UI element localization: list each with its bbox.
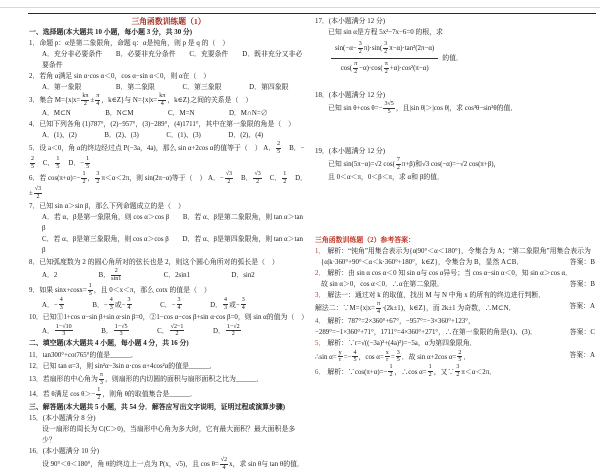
line-text: 解析：由 sin α cos α＜0 知 sin α与 cos α异号；当 cos α−sin α＜0，知 sin α＞cos α． xyxy=(327,270,572,278)
question-17-lines xyxy=(315,16,597,38)
answer-label: 答案：B xyxy=(569,281,595,289)
text-line xyxy=(29,361,308,372)
line-text: A．− $\frac{4}{3}$ B．− $\frac{4}{3}$ 或− $\frac{3}{4}$ C．− $\frac{3}{4}$ D． $\frac{4}{3}$ 或− $\frac{3}{4}$ xyxy=(42,297,245,312)
text-line xyxy=(29,108,308,119)
line-text: 13．若扇形的中心角为 $\frac{\pi}{3}$ ，则扇形的内切圆的面积与扇形面积之比为______． xyxy=(29,371,264,386)
q17-fraction-numerator: sin(−α− $\frac{3}{2}$ π)·sin( $\frac{3}{2}$ π−α)·tan²(2π−α) xyxy=(331,41,438,59)
text-line xyxy=(29,324,308,339)
text-line xyxy=(315,157,597,172)
text-line xyxy=(29,130,308,141)
line-text: 15．(本小题满分 8 分) xyxy=(29,414,96,422)
line-text: 故 sin α＞0，cos α＜0．∴α在第二象限． xyxy=(321,281,444,289)
text-line xyxy=(315,101,597,116)
text-line xyxy=(29,402,308,413)
left-column-lines xyxy=(29,27,308,472)
two-column-layout xyxy=(29,16,597,472)
text-line xyxy=(29,283,308,298)
line-text: 已知 sin(5π−α)=√2 cos( $\frac{7}{2}$ π+β)和√3 cos(−α)=−√2 cos(π+β)， xyxy=(328,157,501,172)
text-line xyxy=(29,141,308,171)
text-line xyxy=(315,172,597,183)
line-text: A．第一象限 B．第二象限 C．第三象限 D．第四象限 xyxy=(42,84,289,92)
text-line xyxy=(29,350,308,361)
line-text: 3．集合 M={x|x= $\frac{k\pi}{2}$ ± $\frac{\pi}{4}$ ，k∈Z}与 N={x|x= $\frac{k\pi}{4}$ ，k∈Z}之间的关系是（ ） xyxy=(29,93,253,108)
line-text: ∴sin α= $\frac{y}{r}$ =− $\frac{4}{5}$ ，cos α= $\frac{x}{r}$ = $\frac{3}{5}$ ．故 sin α+2cos α= $\frac{2}{5}$ ． xyxy=(315,349,471,364)
answer-label: 答案：B xyxy=(569,259,595,267)
text-line xyxy=(29,93,308,108)
text-line xyxy=(315,327,597,338)
answer-number: 3． xyxy=(315,292,326,300)
answer-label: 答案：A xyxy=(569,351,595,359)
text-line xyxy=(315,301,597,316)
line-text: 二、填空题(本大题共 4 小题，每小题 4 分，共 16 分) xyxy=(29,340,189,348)
line-text: 5．设 a＜0，角 α的终边经过点 P(−3a，4a)，那么 sin α+2cos α的值等于（ ） A． $\frac{2}{5}$ B．− $\frac{2}{5}$ C． $\frac{1}{5}$ D．− $\frac{1}{5}$ xyxy=(29,141,305,171)
line-text: 6．若 cos(π+α)=− $\frac{1}{2}$ ， $\frac{3}{2}$ π＜α＜2π，则 sin(2π−α)等于（ ） A．− $\frac{√3}{2}$ B． $\frac{√3}{2}$ C． $\frac{1}{2}$ D．± $\frac{√3}{2}$ xyxy=(29,171,308,201)
line-text: 解析：∵cos(π+α)=− $\frac{1}{2}$ ，∴cos α= $\frac{1}{2}$ ，又∵ $\frac{3}{2}$ π＜α＜2π． xyxy=(327,364,497,379)
line-text: 解析：“钝角”用集合表示为{α|90°＜α＜180°}，令集合为 A；“第二象限角”用集合表示为 xyxy=(327,248,591,256)
line-text: A． $\frac{1-√10}{3}$ B． $\frac{1-√5}{3}$ C． $\frac{√2-1}{2}$ D． $\frac{1-√2}{2}$ xyxy=(42,323,240,338)
text-line xyxy=(29,446,308,457)
line-text: 已知 sin θ+cos θ=− $\frac{3√5}{5}$ ，且|sin θ|＞|cos θ|，求 cos³θ−sin³θ的值． xyxy=(328,101,518,116)
text-line xyxy=(29,457,308,472)
text-line xyxy=(29,257,308,268)
q17-fraction-denominator: cos( $\frac{\pi}{2}$ −α)·cos( $\frac{\pi}{2}$ +α)·cos²(π−α) xyxy=(340,61,429,76)
line-text: 设 90°＜θ＜180°，角 θ的终边上一点为 P(x，√5)，且 cos θ= $\frac{√2}{4}$ x，求 sin θ与 tan θ的值． xyxy=(42,456,304,471)
q17-fraction xyxy=(331,41,438,76)
line-text: 11．tan300°+cot765°的值是______． xyxy=(29,351,138,359)
answer-label: 答案：C xyxy=(569,329,595,337)
text-line xyxy=(315,279,597,290)
answer-number: 5． xyxy=(315,340,326,348)
line-text: 三角函数训练题（2）参考答案： xyxy=(315,237,415,245)
answers-section-title xyxy=(315,235,597,246)
line-text: −289°=−1×360°+71°，1711°=4×360°+271°，∴在第一象限的角是(1)、(3)． xyxy=(315,329,537,337)
text-line xyxy=(29,119,308,130)
text-line xyxy=(29,38,308,49)
line-text: A．充分非必要条件 B．必要非充分条件 C．充要条件 D．既非充分又非必要条件 xyxy=(42,51,303,70)
worksheet-title: 三角函数训练题（1） xyxy=(131,17,206,26)
line-text: 8．已知弧度数为 2 的圆心角所对的弦长也是 2，则这个圆心角所对的弧长是（ ） xyxy=(29,258,279,266)
text-line xyxy=(29,312,308,323)
text-line xyxy=(315,350,597,365)
line-text: 三、解答题(本大题共 5 小题，共 54 分．解答应写出文字说明，证明过程或演算步骤) xyxy=(29,403,286,411)
scan-top-edge xyxy=(0,7,600,8)
line-text: 12．已知 tan α=3，则 sin²α−3sin α·cos α+4cos²α的值是______． xyxy=(29,362,217,370)
line-text: 16．(本小题满分 10 分) xyxy=(29,447,100,455)
text-line xyxy=(29,424,308,446)
line-text: C．若 α、β是第三象限角，则 cos α＞cos β D．若 α、β是第四象限角，则 tan α＞tan β xyxy=(42,236,303,255)
text-line xyxy=(29,201,308,212)
line-text: 7．已知 sin α＞sin β，那么下列命题成立的是（ ） xyxy=(29,203,185,211)
line-text: 9．如果 sinx+cosx= $\frac{1}{5}$ ，且 0＜x＜π，那么 cotx 的值是（ ） xyxy=(29,282,211,297)
text-line xyxy=(29,212,308,234)
text-line xyxy=(29,171,308,201)
line-text: 19．(本小题满分 12 分) xyxy=(315,148,386,156)
answer-number: 2． xyxy=(315,270,326,278)
line-text: A．若 α、β是第一象限角，则 cos α＞cos β B．若 α、β是第二象限角，则 tan α＞tan β xyxy=(42,214,303,233)
line-text: 解析：∵r=√((−3a)²+(4a)²)=−5a，α为第四象限角． xyxy=(327,340,477,348)
text-line xyxy=(315,290,597,301)
q17-fraction-tail: 的值． xyxy=(442,55,463,63)
line-text: 17．(本小题满分 12 分) xyxy=(315,18,386,25)
line-text: 已知 sin α是方程 5x²−7x−6=0 的根，求 xyxy=(328,29,443,37)
line-text: 解析：787°=2×360°+67°，−957°=−3×360°+123°， xyxy=(327,318,475,326)
text-line xyxy=(29,268,308,283)
text-line xyxy=(29,27,308,38)
right-column xyxy=(315,16,597,472)
text-line xyxy=(29,372,308,387)
text-line xyxy=(315,27,597,38)
line-text: A．2 B． $\frac{2}{\sin 1}$ C．2sin1 D．sin2 xyxy=(42,267,255,282)
line-text: 解法二：∵M={x|x= $\frac{\pi}{4}$ ·(2k±1)，k∈Z}，而 2k±1 为奇数，∴M⊂N． xyxy=(315,301,516,316)
left-column xyxy=(29,16,308,472)
text-line xyxy=(315,338,597,349)
top-rule xyxy=(28,13,596,14)
q17-expression xyxy=(315,41,597,76)
line-text: 且 0＜α＜π，0＜β＜π，求 α和 β的值． xyxy=(328,174,444,182)
text-line xyxy=(315,90,597,101)
answer-number: 1． xyxy=(315,248,326,256)
line-text: 10．已知①1+cos α−sin β+sin α·sin β=0，②1−cos α−cos β+sin α·cos β=0，则 sin α的值为（ ） xyxy=(29,314,309,322)
line-text: A．(1)、(2) B．(2)、(3) C．(1)、(3) D．(2)、(4) xyxy=(42,132,264,140)
text-line xyxy=(29,338,308,349)
line-text: 1．命题 p：α是第二象限角，命题 q：α是钝角，则 p 是 q 的（ ） xyxy=(29,40,230,48)
line-text: 14．若 θ满足 cos θ＞− $\frac{1}{2}$ ，则角 θ的取值集合是______． xyxy=(29,386,197,401)
line-text: 2．若角 α满足 sin α·cos α＜0，cos α−sin α＜0，则 α在（ ） xyxy=(29,73,211,81)
line-text: 18．(本小题满分 12 分) xyxy=(315,92,386,100)
text-line xyxy=(315,146,597,157)
text-line xyxy=(315,246,597,257)
line-text: A．M⊂N B．N⊂M C．M=N D．M∩N=∅ xyxy=(42,110,268,118)
line-text: 解法一：通过对 k 的取值，找出 M 与 N 中角 x 的所有的终边进行判断． xyxy=(327,292,546,300)
text-line xyxy=(29,234,308,256)
answer-number: 6． xyxy=(315,368,326,376)
text-line xyxy=(315,364,597,379)
text-line xyxy=(315,316,597,327)
line-text: {α|k·360°+90°＜α＜k·360°+180°，k∈Z}，令集合为 B，显然 A⊂B． xyxy=(321,259,524,267)
text-line xyxy=(29,297,308,312)
text-line xyxy=(315,16,597,27)
line-text: 设一扇形的周长为 C(C＞0)，当扇形中心角为多大时，它有最大面积？最大面积是多少？ xyxy=(42,425,296,444)
answer-label: 答案：A xyxy=(569,303,595,311)
right-column-lines xyxy=(315,90,597,379)
text-line xyxy=(315,268,597,279)
text-line xyxy=(29,413,308,424)
text-line xyxy=(29,387,308,402)
line-text: 4．已知下列各角 (1)787°，(2)−957°，(3)−289°，(4)1711°，其中在第一象限的角是（ ） xyxy=(29,121,296,129)
line-text: 一、选择题(本大题共 10 小题，每小题 3 分，共 30 分) xyxy=(29,29,193,36)
text-line xyxy=(29,82,308,93)
answer-number: 4． xyxy=(315,318,326,326)
text-line xyxy=(29,71,308,82)
text-line xyxy=(315,257,597,268)
text-line xyxy=(29,49,308,71)
